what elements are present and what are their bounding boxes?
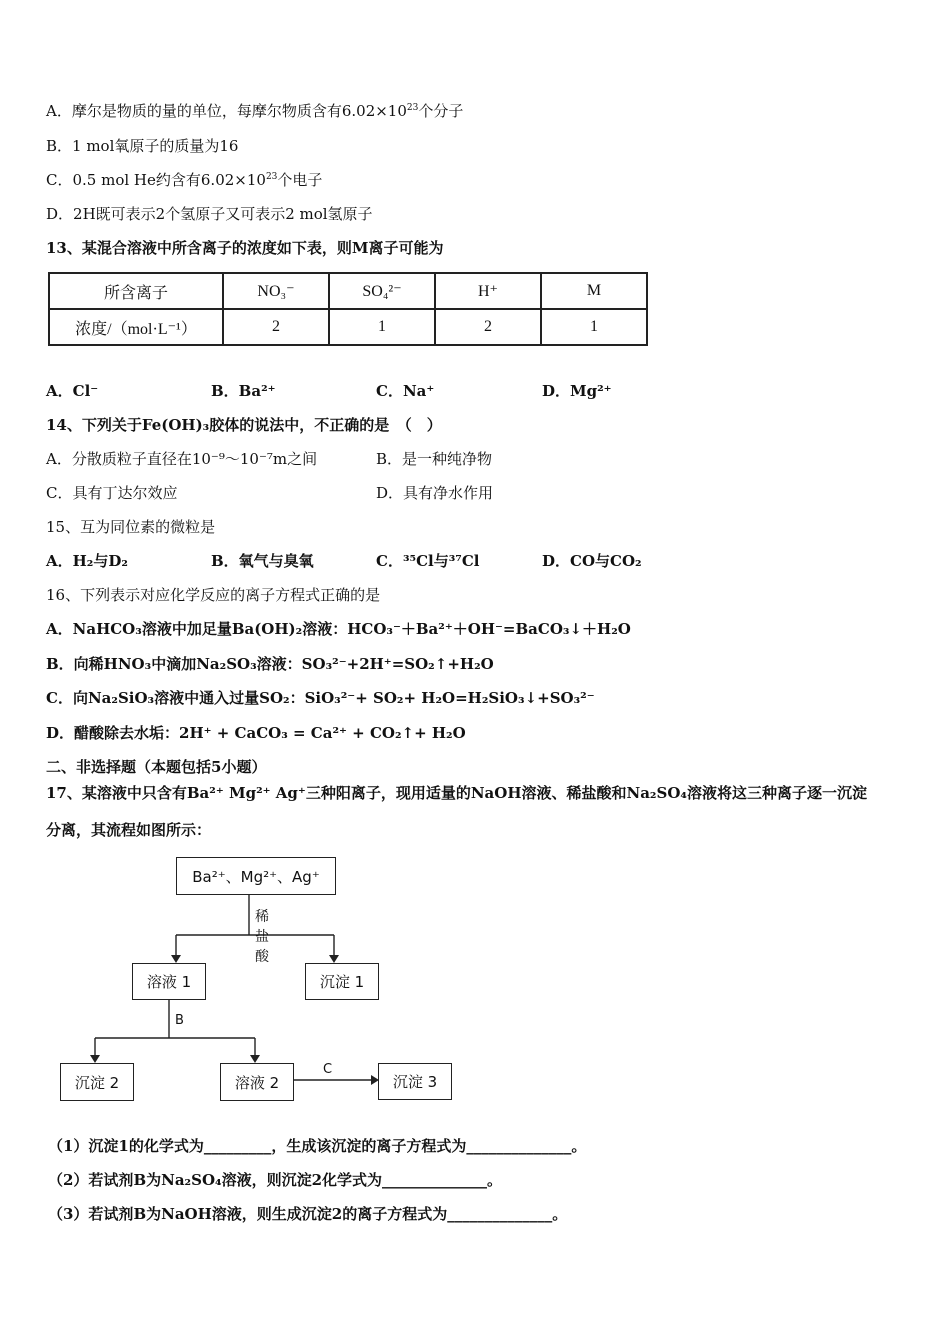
q12-option-c: C．0.5 mol He约含有$6.02\times 10^{23}$个电子 — [46, 171, 323, 189]
q13-option-c: C．Na⁺ — [376, 382, 435, 400]
q17-sub-3: （3）若试剂B为NaOH溶液，则生成沉淀2的离子方程式为______________。 — [48, 1205, 568, 1223]
flow-precipitate-3: 沉淀 3 — [378, 1063, 452, 1100]
flow-solution-2: 溶液 2 — [220, 1063, 294, 1101]
flow-reagent-b: B — [175, 1013, 184, 1028]
q16-stem: 16、下列表示对应化学反应的离子方程式正确的是 — [46, 586, 381, 604]
table-value: 2 — [435, 309, 541, 345]
table-row — [49, 309, 647, 345]
q14-option-b: B．是一种纯净物 — [376, 450, 493, 468]
flow-precipitate-1: 沉淀 1 — [305, 963, 379, 1000]
table-ion: SO₄²⁻ — [329, 273, 435, 309]
q13-option-b: B．Ba²⁺ — [211, 382, 276, 400]
q14-option-c: C．具有丁达尔效应 — [46, 484, 178, 502]
q13-option-a: A．Cl⁻ — [46, 382, 99, 400]
ion-concentration-table — [48, 272, 648, 346]
q16-option-d: D．醋酸除去水垢：2H⁺ + CaCO₃ = Ca²⁺ + CO₂↑+ H₂O — [46, 724, 466, 742]
flow-start-box: Ba²⁺、Mg²⁺、Ag⁺ — [176, 857, 336, 895]
q17-stem-line2: 分离，其流程如图所示： — [46, 821, 212, 839]
q17-sub-1: （1）沉淀1的化学式为_________，生成该沉淀的离子方程式为______________。 — [48, 1137, 587, 1155]
q14-option-d: D．具有净水作用 — [376, 484, 494, 502]
q12-option-b: B．1 mol氧原子的质量为16 — [46, 137, 239, 155]
table-row-label: 浓度/（mol·L⁻¹） — [49, 309, 223, 345]
flow-precipitate-2: 沉淀 2 — [60, 1063, 134, 1101]
q13-option-d: D．Mg²⁺ — [542, 382, 612, 400]
q16-option-a: A．NaHCO₃溶液中加足量Ba(OH)₂溶液：HCO₃⁻＋Ba²⁺＋OH⁻=BaCO₃↓＋H₂O — [46, 620, 631, 638]
section-heading: 二、非选择题（本题包括5小题） — [46, 758, 267, 776]
q16-option-b: B．向稀HNO₃中滴加Na₂SO₃溶液：SO₃²⁻+2H⁺=SO₂↑+H₂O — [46, 655, 494, 673]
table-row — [49, 273, 647, 309]
table-value: 1 — [329, 309, 435, 345]
q17-sub-2: （2）若试剂B为Na₂SO₄溶液，则沉淀2化学式为______________。 — [48, 1171, 503, 1189]
q15-stem: 15、互为同位素的微粒是 — [46, 518, 216, 536]
q15-option-c: C．³⁵Cl与³⁷Cl — [376, 552, 480, 570]
q15-option-d: D．CO与CO₂ — [542, 552, 642, 570]
flow-solution-1: 溶液 1 — [132, 963, 206, 1000]
q14-option-a: A．分散质粒子直径在10⁻⁹～10⁻⁷m之间 — [46, 450, 318, 468]
q13-stem: 13、某混合溶液中所含离子的浓度如下表，则M离子可能为 — [46, 239, 444, 257]
q15-option-b: B．氧气与臭氧 — [211, 552, 314, 570]
q14-stem: 14、下列关于Fe(OH)₃胶体的说法中，不正确的是 （ ） — [46, 416, 442, 434]
table-value: 1 — [541, 309, 647, 345]
table-ion: H⁺ — [435, 273, 541, 309]
table-value: 2 — [223, 309, 329, 345]
table-ion: M — [541, 273, 647, 309]
q17-stem-line1: 17、某溶液中只含有Ba²⁺ Mg²⁺ Ag⁺三种阳离子，现用适量的NaOH溶液、稀盐酸和Na₂SO₄溶液将这三种离子逐一沉淀 — [46, 784, 867, 802]
table-header-label: 所含离子 — [49, 273, 223, 309]
q16-option-c: C．向Na₂SiO₃溶液中通入过量SO₂：SiO₃²⁻+ SO₂+ H₂O=H₂SiO₃↓+SO₃²⁻ — [46, 689, 595, 707]
flow-reagent-hcl: 稀盐酸 — [255, 909, 269, 965]
q15-option-a: A．H₂与D₂ — [46, 552, 128, 570]
q12-option-a: A．摩尔是物质的量的单位，每摩尔物质含有$6.02\times 10^{23}$个分子 — [46, 102, 464, 120]
table-ion: NO₃⁻ — [223, 273, 329, 309]
q12-option-d: D．2H既可表示2个氢原子又可表示2 mol氢原子 — [46, 205, 373, 223]
flow-reagent-c: C — [323, 1062, 333, 1077]
